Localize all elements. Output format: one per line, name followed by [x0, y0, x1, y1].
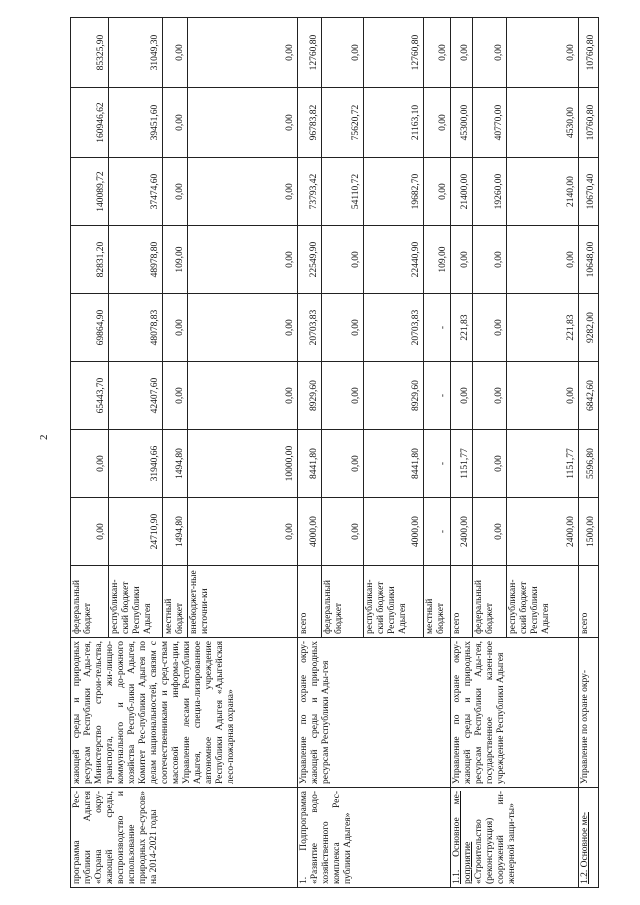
- main-event-cell: [451, 788, 579, 888]
- value-cell: 1151,77: [507, 430, 579, 498]
- value-cell: 0,00: [163, 18, 188, 88]
- value-cell: 221,83: [507, 294, 579, 362]
- value-cell: 0,00: [473, 362, 507, 430]
- value-cell: 0,00: [322, 498, 364, 566]
- value-cell: 0,00: [424, 158, 451, 226]
- value-cell: 0,00: [163, 88, 188, 158]
- value-cell: 96783,82: [298, 88, 322, 158]
- table-row: [451, 18, 473, 888]
- value-cell: 9282,00: [579, 294, 599, 362]
- program-name-cell: программа Рес-публики Адыгея «Охрана окру-жающей среды, воспроизводство и использование природных ре-сурсов» на 2014-2021 годы: [71, 788, 298, 888]
- value-cell: 73793,42: [298, 158, 322, 226]
- value-cell: 24710,90: [109, 498, 163, 566]
- value-cell: 1151,77: [451, 430, 473, 498]
- value-cell: 0,00: [163, 294, 188, 362]
- value-cell: 75620,72: [322, 88, 364, 158]
- value-cell: 42407,60: [109, 362, 163, 430]
- value-cell: 2400,00: [507, 498, 579, 566]
- value-cell: 0,00: [507, 18, 579, 88]
- funding-source-cell: республикан-ский бюджет Республики Адыгея: [507, 566, 579, 638]
- value-cell: 48078,83: [109, 294, 163, 362]
- value-cell: 19260,00: [473, 158, 507, 226]
- value-cell: 0,00: [451, 362, 473, 430]
- value-cell: 4000,00: [298, 498, 322, 566]
- value-cell: 0,00: [507, 226, 579, 294]
- funding-source-cell: федеральный бюджет: [322, 566, 364, 638]
- funding-source-cell: всего: [579, 566, 599, 638]
- funding-source-cell: республикан-ский бюджет Республики Адыгея: [109, 566, 163, 638]
- executors-cell: Управление по охране окру-жающей среды и природных ресурсам Республики Ады-гея, государственное казен-ное учреждение Республики Адыгея: [451, 638, 579, 788]
- value-cell: 2400,00: [451, 498, 473, 566]
- budget-table: [70, 17, 599, 888]
- subprogram-name-cell: 1. Подпрограмма «Развитие водо-хозяйственного комплекса Рес-публики Адыгея»: [298, 788, 451, 888]
- funding-source-cell: всего: [298, 566, 322, 638]
- value-cell: 1494,80: [163, 498, 188, 566]
- funding-source-cell: всего: [451, 566, 473, 638]
- value-cell: 1494,80: [163, 430, 188, 498]
- value-cell: 0,00: [473, 18, 507, 88]
- value-cell: -: [424, 498, 451, 566]
- value-cell: -: [424, 294, 451, 362]
- value-cell: 21163,10: [364, 88, 424, 158]
- value-cell: 39451,60: [109, 88, 163, 158]
- executors-cell: Управление по охране окру-жающей среды и природных ресурсам Республики Ады-гея: [298, 638, 451, 788]
- value-cell: 109,00: [424, 226, 451, 294]
- value-cell: 0,00: [507, 362, 579, 430]
- main-event-cell: [579, 788, 599, 888]
- value-cell: 22549,90: [298, 226, 322, 294]
- value-cell: 1500,00: [579, 498, 599, 566]
- value-cell: 0,00: [473, 226, 507, 294]
- table-body: [71, 18, 599, 888]
- main-event-label: 1.1. Основное ме-роприятие: [452, 791, 473, 884]
- value-cell: 0,00: [188, 498, 298, 566]
- main-event-title: «Строительство (реконструкция) сооружений ин-женерной защи-ты»: [474, 791, 517, 884]
- value-cell: 69864,90: [71, 294, 109, 362]
- value-cell: 2140,00: [507, 158, 579, 226]
- page-number: 2: [38, 434, 50, 440]
- value-cell: 6842,60: [579, 362, 599, 430]
- value-cell: 0,00: [188, 226, 298, 294]
- table-row: [71, 18, 109, 888]
- value-cell: 0,00: [188, 88, 298, 158]
- value-cell: 0,00: [322, 294, 364, 362]
- value-cell: 8929,60: [298, 362, 322, 430]
- value-cell: 0,00: [473, 294, 507, 362]
- value-cell: 65443,70: [71, 362, 109, 430]
- value-cell: 85325,90: [71, 18, 109, 88]
- value-cell: 0,00: [322, 226, 364, 294]
- executors-cell: Управление по охране окру-: [579, 638, 599, 788]
- value-cell: -: [424, 362, 451, 430]
- value-cell: 19682,70: [364, 158, 424, 226]
- executors-cell: жающей среды и природных ресурсам Республики Ады-гея, Министерство строи-тельства, транспорта, жи-лищно-коммунального и до-рожного хозяйства Респуб-лики Адыгея, Комитет Рес-публики Адыгея по делам национальностей, связям с соотечественниками и сред-ствам массовой информа-ции, Управление лесами Республики Адыгея, специа-лизированное автономное учреждение Республики Адыгея «Адыгейская лесо-пожарная охрана»: [71, 638, 298, 788]
- value-cell: 8441,80: [364, 430, 424, 498]
- value-cell: 0,00: [188, 362, 298, 430]
- value-cell: 221,83: [451, 294, 473, 362]
- value-cell: 0,00: [163, 362, 188, 430]
- table-row: [579, 18, 599, 888]
- value-cell: 0,00: [188, 158, 298, 226]
- value-cell: 0,00: [473, 498, 507, 566]
- value-cell: 37474,60: [109, 158, 163, 226]
- value-cell: 8441,80: [298, 430, 322, 498]
- value-cell: 0,00: [424, 18, 451, 88]
- value-cell: 4530,00: [507, 88, 579, 158]
- value-cell: 0,00: [451, 226, 473, 294]
- value-cell: 4000,00: [364, 498, 424, 566]
- value-cell: 0,00: [163, 158, 188, 226]
- value-cell: 10648,00: [579, 226, 599, 294]
- value-cell: 0,00: [188, 294, 298, 362]
- value-cell: 10670,40: [579, 158, 599, 226]
- funding-source-cell: федеральный бюджет: [473, 566, 507, 638]
- value-cell: 0,00: [451, 18, 473, 88]
- value-cell: 22440,90: [364, 226, 424, 294]
- value-cell: 12760,80: [298, 18, 322, 88]
- value-cell: -: [424, 430, 451, 498]
- main-event-label: 1.2. Основное ме-: [580, 812, 590, 884]
- value-cell: 0,00: [322, 430, 364, 498]
- value-cell: 0,00: [322, 18, 364, 88]
- value-cell: 10760,80: [579, 88, 599, 158]
- value-cell: 160946,62: [71, 88, 109, 158]
- value-cell: 31049,30: [109, 18, 163, 88]
- funding-source-cell: республикан-ский бюджет Республики Адыгея: [364, 566, 424, 638]
- funding-source-cell: местный бюджет: [163, 566, 188, 638]
- rotated-table-wrapper: [70, 18, 595, 888]
- value-cell: 54110,72: [322, 158, 364, 226]
- value-cell: 10760,80: [579, 18, 599, 88]
- value-cell: 48978,80: [109, 226, 163, 294]
- value-cell: 140089,72: [71, 158, 109, 226]
- value-cell: 109,00: [163, 226, 188, 294]
- value-cell: 5596,80: [579, 430, 599, 498]
- value-cell: 40770,00: [473, 88, 507, 158]
- value-cell: 45300,00: [451, 88, 473, 158]
- value-cell: 21400,00: [451, 158, 473, 226]
- value-cell: 0,00: [473, 430, 507, 498]
- funding-source-cell: внебюджет-ные источни-ки: [188, 566, 298, 638]
- value-cell: 10000,00: [188, 430, 298, 498]
- value-cell: 82831,20: [71, 226, 109, 294]
- table-row: [298, 18, 322, 888]
- value-cell: 0,00: [71, 498, 109, 566]
- value-cell: 8929,60: [364, 362, 424, 430]
- value-cell: 31940,66: [109, 430, 163, 498]
- funding-source-cell: федеральный бюджет: [71, 566, 109, 638]
- value-cell: 0,00: [71, 430, 109, 498]
- value-cell: 0,00: [188, 18, 298, 88]
- value-cell: 0,00: [424, 88, 451, 158]
- value-cell: 0,00: [322, 362, 364, 430]
- value-cell: 20703,83: [364, 294, 424, 362]
- value-cell: 20703,83: [298, 294, 322, 362]
- funding-source-cell: местный бюджет: [424, 566, 451, 638]
- value-cell: 12760,80: [364, 18, 424, 88]
